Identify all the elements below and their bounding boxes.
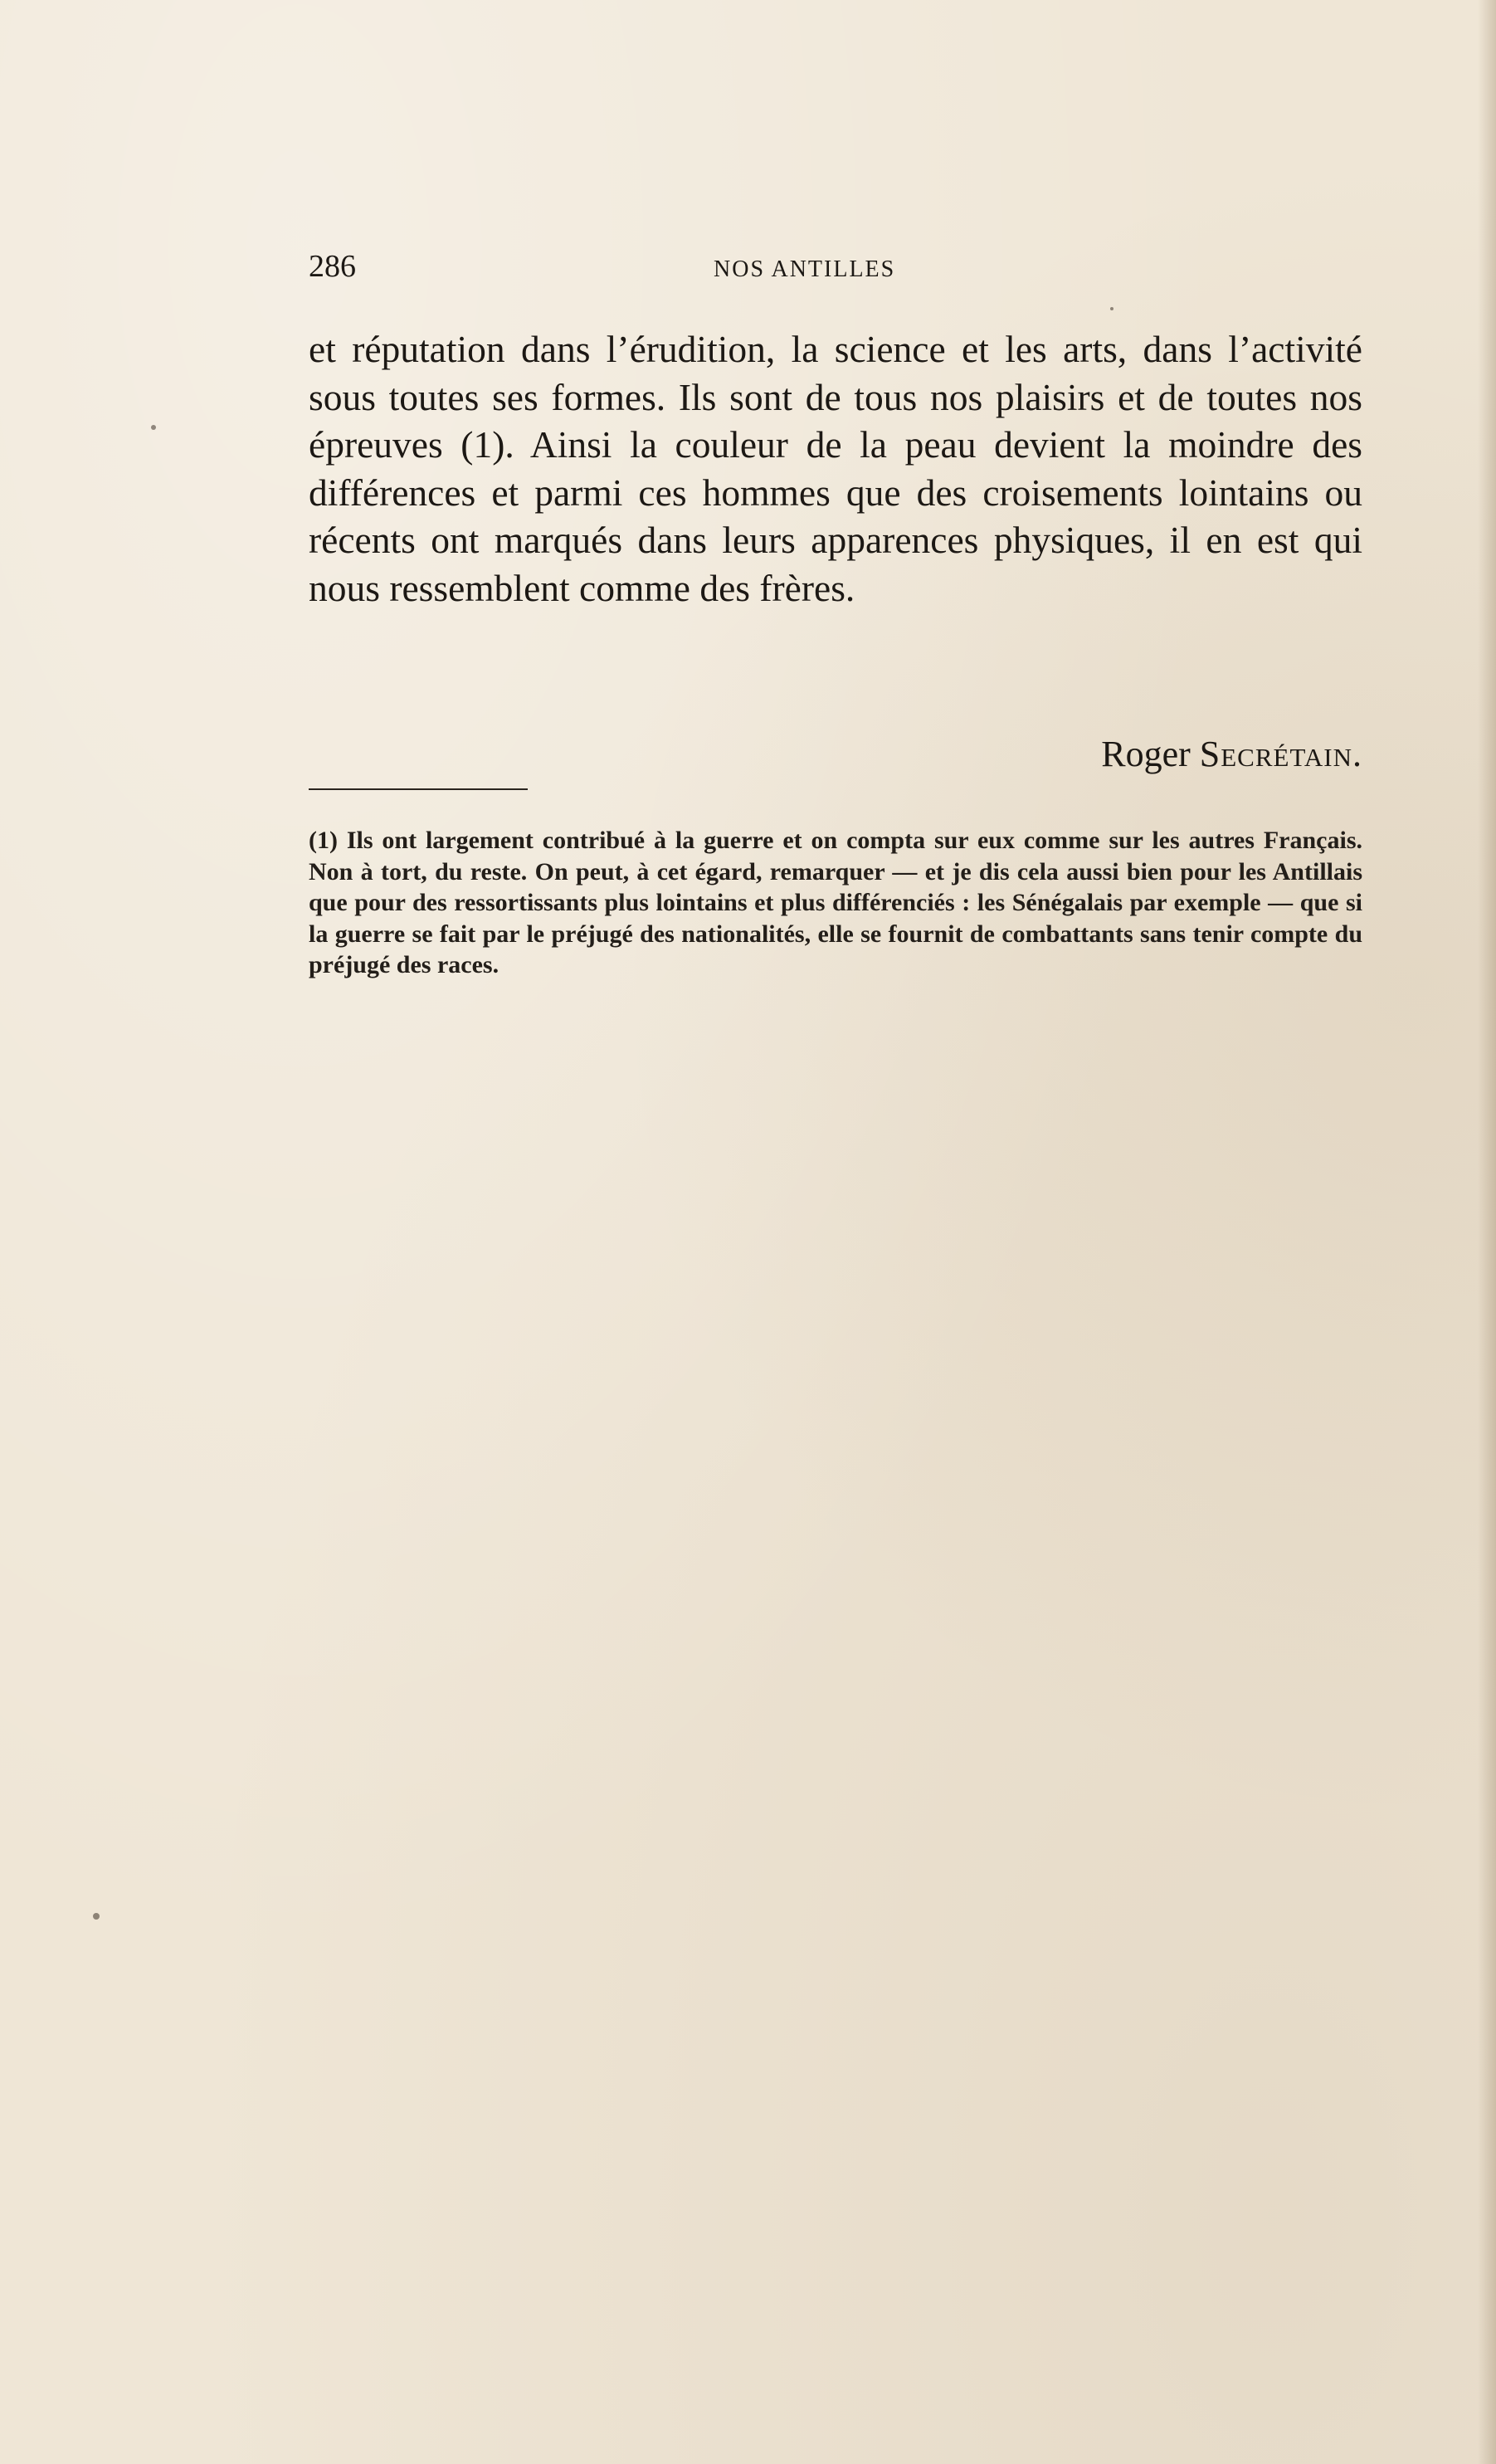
footnote-marker: (1) (309, 827, 338, 854)
author-first-name: Roger (1101, 734, 1191, 774)
footnote (309, 825, 1362, 981)
footnote-text: Ils ont largement contribué à la guerre et on compta sur eux comme sur les autres Français. Non à tort, du reste. On peut, à cet égard, remarquer — et je dis cela aussi bien pour les Antillais que pour des ressortissants plus lointains et plus différenciés : les Sénégalais par exemple — que si la guerre se fait par le préjugé des nationalités, elle se fournit de combattants sans tenir compte du préjugé des races. (309, 827, 1362, 978)
paper-speck (1110, 307, 1113, 310)
paper-speck (151, 425, 156, 430)
page-number: 286 (309, 249, 356, 284)
footnote-separator (309, 788, 528, 790)
author-last-name: Secrétain. (1199, 734, 1362, 774)
author-signature (956, 730, 1362, 778)
running-title: NOS ANTILLES (714, 256, 896, 282)
body-paragraph: et réputation dans l’érudition, la science et les arts, dans l’activité sous toutes ses formes. Ils sont de tous nos plaisirs et de toutes nos épreuves (1). Ainsi la couleur de la peau devient la moindre des différences et parmi ces hommes que des croisements lointains ou récents ont marqués dans leurs apparences physiques, il en est qui nous ressemblent comme des frères. (309, 328, 1362, 609)
main-text-block (309, 325, 1362, 612)
page-header (309, 246, 1362, 287)
paper-speck (93, 1913, 100, 1920)
page-edge-shadow (1478, 0, 1496, 2464)
